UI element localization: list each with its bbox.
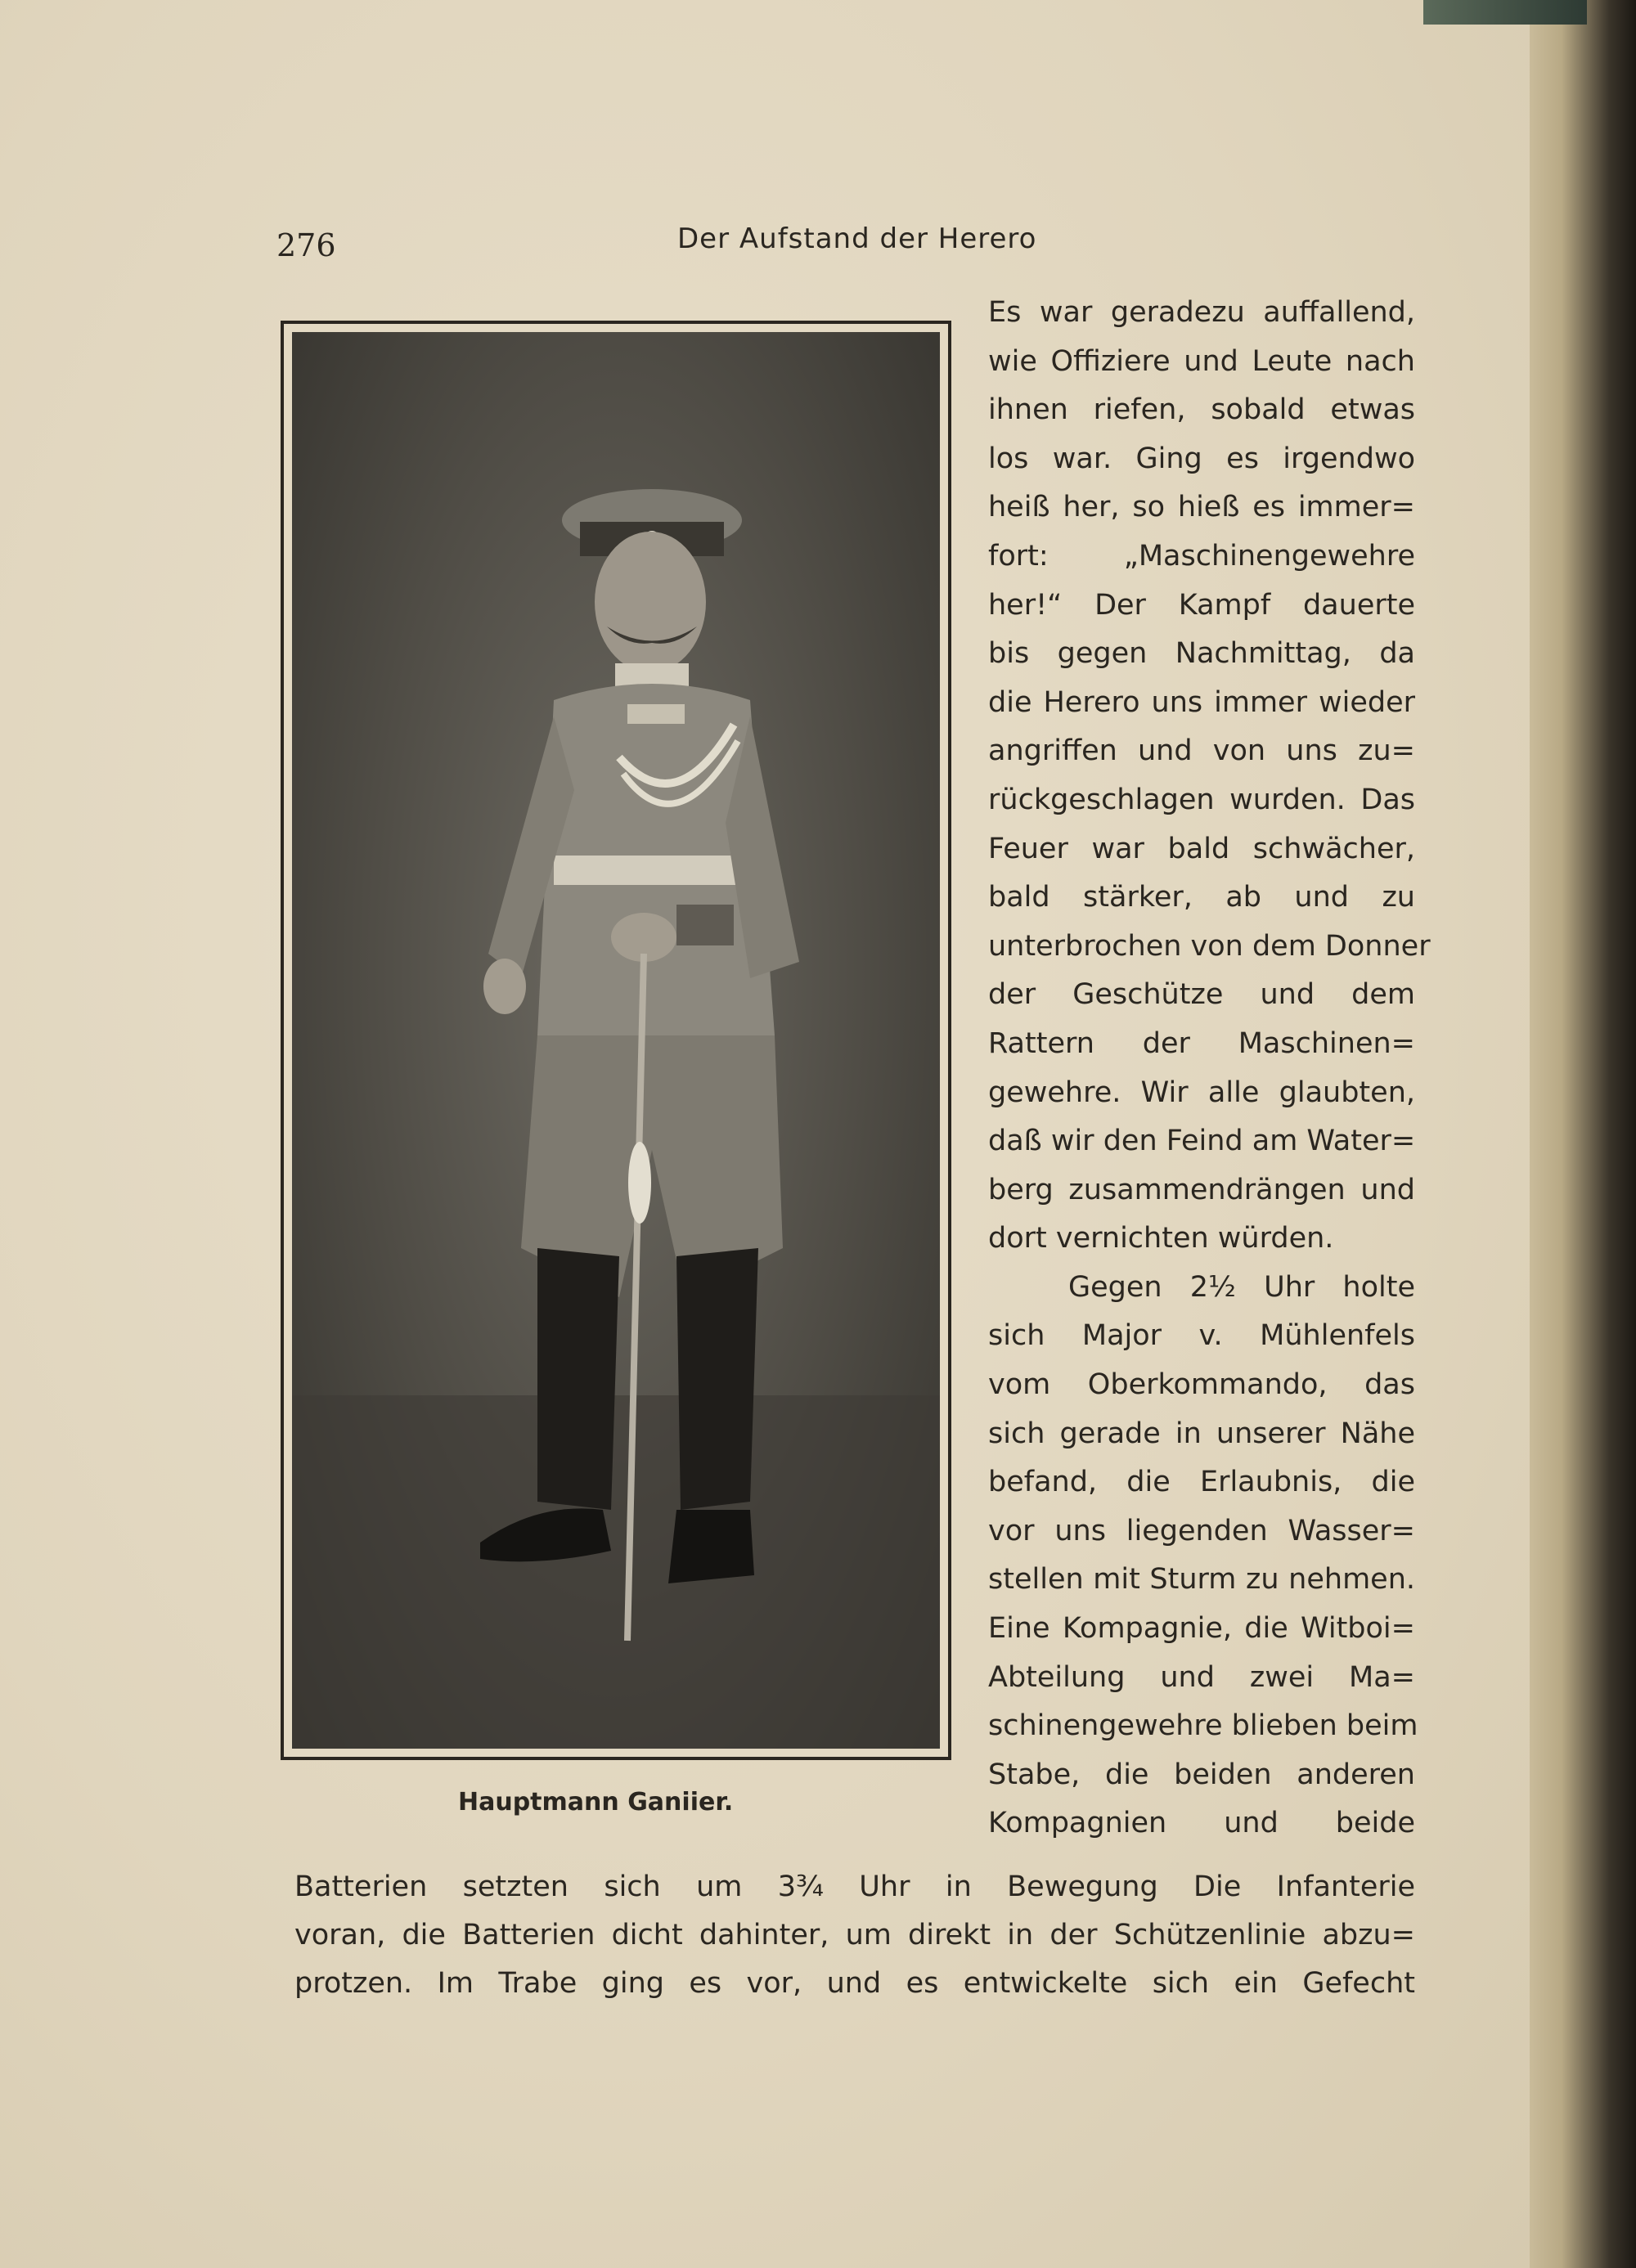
text-line: Eine Kompagnie, die Witboi= (988, 1612, 1415, 1646)
text-line: Batterien setzten sich um 3³⁄₄ Uhr in Bewegung Die Infanterie (294, 1871, 1415, 1903)
page-number: 276 (276, 227, 336, 263)
text-line: wie Offiziere und Leute nach (988, 344, 1415, 378)
text-line: Stabe, die beiden anderen (988, 1758, 1415, 1791)
book-gutter-edge (1530, 0, 1636, 2268)
text-line: Kompagnien und beide (988, 1807, 1415, 1840)
text-line: dort vernichten würden. (988, 1222, 1334, 1255)
text-line: schinengewehre blieben beim (988, 1709, 1418, 1743)
text-line: ihnen riefen, sobald etwas (988, 393, 1415, 427)
text-line: die Herero uns immer wieder (988, 685, 1415, 719)
text-line: los war. Ging es irgendwo (988, 442, 1415, 475)
text-line: Rattern der Maschinen= (988, 1026, 1415, 1060)
text-line: heiß her, so hieß es immer= (988, 491, 1415, 524)
text-line: berg zusammendrängen und (988, 1173, 1415, 1206)
running-head (276, 219, 1422, 268)
text-line: stellen mit Sturm zu nehmen. (988, 1563, 1415, 1597)
text-line: voran, die Batterien dicht dahinter, um direkt in der Schützenlinie abzu= (294, 1919, 1415, 1951)
text-line: der Geschütze und dem (988, 978, 1415, 1012)
figure-caption: Hauptmann Ganiier. (458, 1788, 734, 1817)
text-line: befand, die Erlaubnis, die (988, 1466, 1415, 1499)
text-line: unterbrochen von dem Donner (988, 929, 1431, 963)
narrow-text-column (988, 289, 1431, 1848)
text-line: vor uns liegenden Wasser= (988, 1514, 1415, 1547)
text-line: vom Oberkommando, das (988, 1368, 1415, 1402)
text-line: protzen. Im Trabe ging es vor, und es entwickelte sich ein Gefecht (294, 1967, 1415, 2000)
wide-text-block (294, 1863, 1415, 2008)
text-line: fort: „Maschinengewehre (988, 539, 1415, 573)
binding-strip (1423, 0, 1587, 25)
uniformed-officer-portrait-icon (292, 332, 940, 1749)
text-line: angriffen und von uns zu= (988, 734, 1415, 768)
text-line: Es war geradezu auffallend, (988, 296, 1415, 329)
text-line: bald stärker, ab und zu (988, 881, 1415, 914)
paragraph-start-line: Gegen 2¹⁄₂ Uhr holte (1068, 1270, 1415, 1304)
officer-portrait-photo (292, 332, 940, 1749)
figure-frame (281, 321, 951, 1760)
text-line: rückgeschlagen wurden. Das (988, 783, 1415, 816)
running-title: Der Aufstand der Herero (677, 222, 1037, 255)
text-line: her!“ Der Kampf dauerte (988, 588, 1415, 622)
text-line: sich Major v. Mühlenfels (988, 1319, 1415, 1353)
text-line: sich gerade in unserer Nähe (988, 1417, 1415, 1450)
text-line: daß wir den Feind am Water= (988, 1125, 1416, 1158)
text-line: bis gegen Nachmittag, da (988, 637, 1415, 671)
text-line: Abteilung und zwei Ma= (988, 1660, 1415, 1694)
text-line: Feuer war bald schwächer, (988, 832, 1415, 865)
text-line: gewehre. Wir alle glaubten, (988, 1076, 1415, 1109)
